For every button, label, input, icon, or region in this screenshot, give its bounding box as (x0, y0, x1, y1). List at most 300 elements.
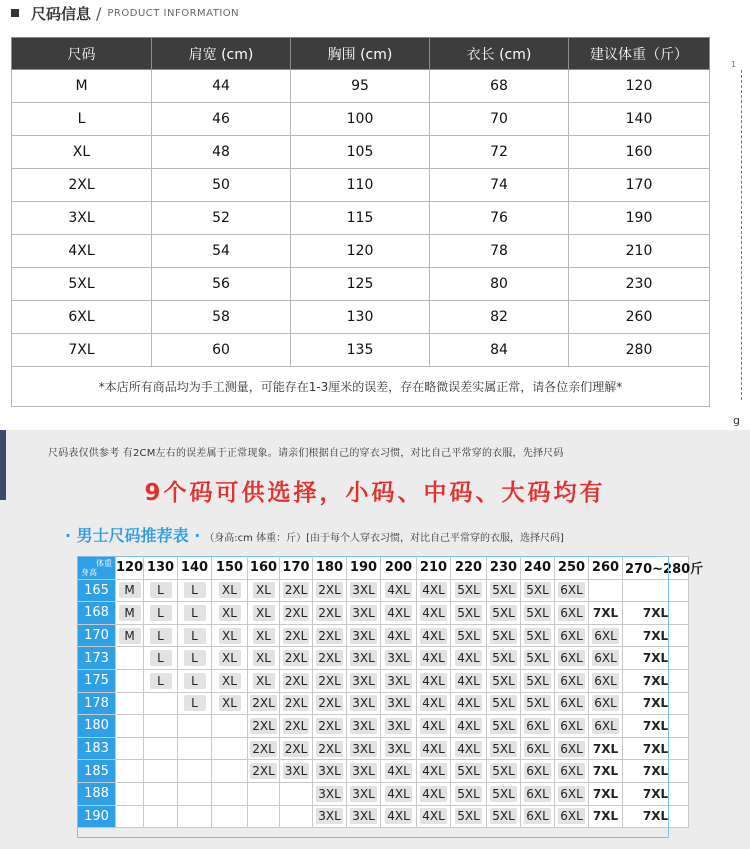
size-cell (313, 760, 347, 783)
weight-header: 210 (417, 557, 451, 580)
size-cell (313, 579, 347, 602)
size-cell (555, 782, 589, 805)
size-cell (313, 692, 347, 715)
size-cell (212, 805, 248, 828)
spec-cell-length: 80 (430, 268, 569, 301)
size-value: 5XL (492, 809, 515, 824)
size-value: 6XL (526, 786, 549, 801)
spec-cell-shoulder: 46 (152, 103, 291, 136)
size-value: 5XL (457, 628, 480, 643)
size-cell (623, 602, 689, 625)
size-value: 4XL (422, 628, 445, 643)
size-cell (280, 805, 313, 828)
size-value: 5XL (492, 786, 515, 801)
size-cell (248, 692, 280, 715)
spec-table-body (12, 70, 710, 407)
size-value: 3XL (387, 718, 410, 733)
size-cell (417, 737, 451, 760)
size-cell (521, 760, 555, 783)
size-value: 2XL (284, 673, 308, 688)
size-cell (521, 624, 555, 647)
size-value: 6XL (526, 809, 549, 824)
spec-cell-length: 76 (430, 202, 569, 235)
size-cell (212, 669, 248, 692)
size-value: 2XL (252, 741, 275, 756)
height-label: 190 (78, 805, 116, 828)
size-cell (347, 579, 381, 602)
size-value: 4XL (422, 673, 445, 688)
size-cell (589, 782, 623, 805)
size-cell (451, 579, 487, 602)
size-cell (144, 692, 178, 715)
corner-cell (78, 557, 116, 580)
size-cell (417, 647, 451, 670)
size-value: 3XL (352, 741, 375, 756)
size-value: 4XL (422, 583, 445, 598)
size-value: 5XL (492, 628, 515, 643)
recommendation-subtitle (65, 523, 564, 546)
size-cell (144, 624, 178, 647)
weight-header: 190 (347, 557, 381, 580)
recommendation-units-note: （身高:cm 体重：斤）[由于每个人穿衣习惯，对比自己平常穿的衣服，选择尺码] (204, 533, 564, 544)
headline: 9个码可供选择，小码、中码、大码均有 (144, 480, 606, 506)
size-cell (347, 669, 381, 692)
size-cell (521, 715, 555, 738)
spec-cell-size: 6XL (12, 301, 152, 334)
size-value: 5XL (492, 673, 515, 688)
size-value: 6XL (594, 718, 617, 733)
size-value: 3XL (387, 673, 410, 688)
size-cell (381, 782, 417, 805)
size-value: 3XL (352, 786, 375, 801)
size-value: 3XL (387, 741, 410, 756)
size-value: 6XL (594, 673, 617, 688)
size-cell (381, 760, 417, 783)
spec-cell-shoulder: 56 (152, 268, 291, 301)
size-cell (589, 805, 623, 828)
size-cell (623, 669, 689, 692)
size-value: 3XL (352, 809, 375, 824)
spec-cell-weight: 230 (569, 268, 710, 301)
spec-cell-shoulder: 48 (152, 136, 291, 169)
size-value: 2XL (318, 741, 341, 756)
size-cell (589, 669, 623, 692)
size-cell (280, 782, 313, 805)
size-value: 4XL (422, 605, 445, 620)
size-value: 2XL (252, 718, 275, 733)
height-label: 175 (78, 669, 116, 692)
size-cell (623, 805, 689, 828)
spec-cell-length: 68 (430, 70, 569, 103)
size-value: L (184, 582, 206, 598)
size-value: M (119, 605, 141, 621)
size-cell (555, 624, 589, 647)
spec-cell-weight: 260 (569, 301, 710, 334)
size-value: 4XL (457, 741, 480, 756)
size-cell (280, 624, 313, 647)
side-tick-label: 1 (731, 60, 737, 69)
size-cell (248, 579, 280, 602)
size-value: 3XL (352, 583, 375, 598)
size-value: 6XL (560, 696, 583, 711)
size-cell (487, 692, 521, 715)
section-subtitle: PRODUCT INFORMATION (107, 7, 240, 19)
spec-cell-length: 84 (430, 334, 569, 367)
size-cell (555, 737, 589, 760)
size-cell (555, 715, 589, 738)
height-row (78, 602, 689, 625)
size-cell (623, 737, 689, 760)
weight-header-row (78, 557, 689, 580)
size-cell (116, 737, 144, 760)
spec-cell-size: M (12, 70, 152, 103)
weight-header: 250 (555, 557, 589, 580)
size-cell (144, 647, 178, 670)
size-cell (381, 692, 417, 715)
size-cell (347, 782, 381, 805)
size-value: 6XL (560, 605, 583, 620)
size-value: 3XL (318, 764, 341, 779)
size-cell (589, 624, 623, 647)
size-value: XL (219, 695, 241, 711)
col-header-chest: 胸围 (cm) (291, 38, 430, 70)
size-cell (623, 782, 689, 805)
recommendation-title: · 男士尺码推荐表 · (65, 526, 201, 545)
weight-header: 180 (313, 557, 347, 580)
spec-cell-chest: 135 (291, 334, 430, 367)
weight-header: 160 (248, 557, 280, 580)
size-cell (381, 715, 417, 738)
spec-cell-size: 4XL (12, 235, 152, 268)
size-value: L (150, 605, 172, 621)
size-value: 2XL (318, 718, 341, 733)
size-cell (313, 782, 347, 805)
size-value: XL (253, 628, 275, 644)
size-value: L (184, 650, 206, 666)
size-spec-table (11, 37, 710, 407)
spec-cell-chest: 125 (291, 268, 430, 301)
size-cell (487, 624, 521, 647)
size-cell (248, 737, 280, 760)
size-value: 5XL (492, 651, 515, 666)
size-cell (487, 760, 521, 783)
spec-cell-size: 3XL (12, 202, 152, 235)
size-cell (347, 602, 381, 625)
spec-row (12, 301, 710, 334)
spec-cell-shoulder: 44 (152, 70, 291, 103)
size-cell (381, 602, 417, 625)
size-cell (589, 760, 623, 783)
size-value: 7XL (592, 605, 619, 620)
size-value: 5XL (526, 673, 549, 688)
spec-cell-size: XL (12, 136, 152, 169)
corner-height-label: 身高 (81, 567, 97, 577)
size-cell (280, 692, 313, 715)
size-cell (521, 669, 555, 692)
size-value: 2XL (318, 583, 341, 598)
size-cell (144, 760, 178, 783)
size-value: 6XL (560, 764, 583, 779)
size-cell (487, 782, 521, 805)
size-cell (178, 669, 212, 692)
weight-header: 260 (589, 557, 623, 580)
size-cell (212, 760, 248, 783)
size-value: L (150, 650, 172, 666)
size-cell (212, 624, 248, 647)
spec-cell-weight: 170 (569, 169, 710, 202)
height-row (78, 760, 689, 783)
size-cell (623, 760, 689, 783)
size-value: 3XL (352, 605, 375, 620)
spec-header-row (12, 38, 710, 70)
height-row (78, 737, 689, 760)
size-recommendation-table (77, 556, 704, 828)
size-cell (248, 782, 280, 805)
size-cell (116, 715, 144, 738)
size-value: 6XL (526, 718, 549, 733)
size-value: 5XL (457, 809, 480, 824)
spec-row (12, 70, 710, 103)
size-cell (313, 669, 347, 692)
size-cell (451, 624, 487, 647)
size-cell (116, 692, 144, 715)
size-cell (347, 760, 381, 783)
size-cell (178, 715, 212, 738)
size-cell (144, 602, 178, 625)
size-cell (347, 624, 381, 647)
weight-header: 220 (451, 557, 487, 580)
title-separator: / (96, 3, 102, 23)
size-value: L (150, 673, 172, 689)
weight-header: 120 (116, 557, 144, 580)
size-value: 4XL (387, 583, 410, 598)
size-cell (487, 669, 521, 692)
size-value: 4XL (422, 786, 445, 801)
size-cell (280, 647, 313, 670)
size-cell (212, 737, 248, 760)
spec-note-row (12, 367, 710, 407)
size-cell (381, 647, 417, 670)
size-cell (116, 624, 144, 647)
size-cell (347, 805, 381, 828)
spec-row (12, 202, 710, 235)
spec-cell-chest: 100 (291, 103, 430, 136)
size-value: 6XL (560, 809, 583, 824)
size-value: L (184, 605, 206, 621)
size-cell (178, 737, 212, 760)
size-value: 4XL (387, 786, 410, 801)
spec-cell-weight: 160 (569, 136, 710, 169)
size-value: XL (253, 673, 275, 689)
weight-header: 130 (144, 557, 178, 580)
spec-row (12, 136, 710, 169)
spec-cell-chest: 130 (291, 301, 430, 334)
size-value: 3XL (352, 673, 375, 688)
weight-header: 270~280斤 (623, 557, 689, 580)
size-cell (487, 579, 521, 602)
size-cell (589, 692, 623, 715)
size-cell (116, 602, 144, 625)
size-cell (212, 715, 248, 738)
size-cell (313, 647, 347, 670)
size-value: 4XL (457, 718, 480, 733)
size-value: 3XL (352, 764, 375, 779)
height-row (78, 782, 689, 805)
size-value: XL (219, 650, 241, 666)
size-value: 2XL (284, 696, 308, 711)
size-value: XL (253, 582, 275, 598)
size-cell (451, 737, 487, 760)
size-cell (487, 602, 521, 625)
size-cell (144, 805, 178, 828)
size-cell (417, 805, 451, 828)
size-value: 5XL (457, 583, 480, 598)
size-value: 3XL (284, 764, 308, 779)
size-value: 7XL (642, 809, 669, 824)
size-cell (417, 624, 451, 647)
spec-cell-shoulder: 52 (152, 202, 291, 235)
size-cell (381, 737, 417, 760)
size-value: 3XL (352, 651, 375, 666)
size-cell (212, 692, 248, 715)
size-cell (555, 805, 589, 828)
size-value: 2XL (252, 764, 275, 779)
size-cell (248, 760, 280, 783)
size-value: 2XL (284, 651, 308, 666)
size-cell (623, 624, 689, 647)
size-cell (178, 782, 212, 805)
size-value: 5XL (526, 696, 549, 711)
size-value: 7XL (642, 696, 669, 711)
size-value: M (119, 628, 141, 644)
spec-cell-weight: 190 (569, 202, 710, 235)
col-header-shoulder: 肩宽 (cm) (152, 38, 291, 70)
size-value: 4XL (387, 605, 410, 620)
spec-cell-shoulder: 58 (152, 301, 291, 334)
size-cell (144, 579, 178, 602)
size-cell (144, 782, 178, 805)
size-cell (555, 760, 589, 783)
size-value: 5XL (492, 718, 515, 733)
size-value: 7XL (642, 605, 669, 620)
size-value: 7XL (592, 741, 619, 756)
height-row (78, 715, 689, 738)
size-cell (521, 805, 555, 828)
spec-cell-length: 74 (430, 169, 569, 202)
size-value: 5XL (492, 741, 515, 756)
size-value: 3XL (387, 696, 410, 711)
size-cell (589, 579, 623, 602)
size-cell (248, 669, 280, 692)
size-cell (555, 579, 589, 602)
size-cell (555, 602, 589, 625)
size-value: 5XL (492, 696, 515, 711)
size-value: 4XL (422, 718, 445, 733)
height-label: 173 (78, 647, 116, 670)
height-label: 183 (78, 737, 116, 760)
height-row (78, 692, 689, 715)
spec-cell-length: 72 (430, 136, 569, 169)
size-cell (417, 782, 451, 805)
size-value: 5XL (492, 605, 515, 620)
size-value: M (119, 582, 141, 598)
weight-header: 150 (212, 557, 248, 580)
size-value: 6XL (560, 786, 583, 801)
size-cell (555, 669, 589, 692)
size-cell (417, 760, 451, 783)
size-cell (451, 805, 487, 828)
size-cell (212, 647, 248, 670)
height-label: 168 (78, 602, 116, 625)
size-cell (313, 805, 347, 828)
size-value: 6XL (560, 628, 583, 643)
spec-cell-shoulder: 60 (152, 334, 291, 367)
size-cell (487, 737, 521, 760)
side-dashed-line (741, 70, 742, 400)
size-value: 5XL (457, 605, 480, 620)
size-value: XL (219, 673, 241, 689)
height-row (78, 647, 689, 670)
spec-cell-size: 2XL (12, 169, 152, 202)
size-value: XL (253, 605, 275, 621)
size-cell (487, 805, 521, 828)
size-cell (248, 647, 280, 670)
size-cell (521, 692, 555, 715)
spec-cell-weight: 280 (569, 334, 710, 367)
size-cell (589, 715, 623, 738)
spec-cell-chest: 110 (291, 169, 430, 202)
size-cell (555, 647, 589, 670)
size-cell (381, 805, 417, 828)
size-cell (521, 602, 555, 625)
size-value: 7XL (592, 786, 619, 801)
size-value: 4XL (387, 764, 410, 779)
size-cell (116, 579, 144, 602)
size-cell (451, 669, 487, 692)
size-value: L (184, 695, 206, 711)
size-value: 7XL (642, 764, 669, 779)
spec-cell-length: 78 (430, 235, 569, 268)
size-value: 4XL (457, 696, 480, 711)
size-value: 7XL (642, 741, 669, 756)
size-cell (451, 692, 487, 715)
size-value: 3XL (387, 651, 410, 666)
size-cell (178, 602, 212, 625)
size-cell (116, 669, 144, 692)
size-value: 2XL (318, 696, 341, 711)
size-cell (313, 737, 347, 760)
spec-cell-shoulder: 54 (152, 235, 291, 268)
weight-header: 200 (381, 557, 417, 580)
size-value: 6XL (526, 764, 549, 779)
spec-cell-size: 7XL (12, 334, 152, 367)
size-value: L (150, 628, 172, 644)
size-cell (451, 602, 487, 625)
size-value: 6XL (594, 651, 617, 666)
size-value: 7XL (642, 673, 669, 688)
size-cell (280, 760, 313, 783)
size-cell (248, 602, 280, 625)
size-value: L (184, 628, 206, 644)
spec-row (12, 334, 710, 367)
size-cell (623, 647, 689, 670)
size-value: 5XL (526, 605, 549, 620)
size-value: 5XL (492, 583, 515, 598)
size-cell (347, 647, 381, 670)
size-cell (623, 715, 689, 738)
size-value: 2XL (318, 628, 341, 643)
size-value: 4XL (422, 741, 445, 756)
